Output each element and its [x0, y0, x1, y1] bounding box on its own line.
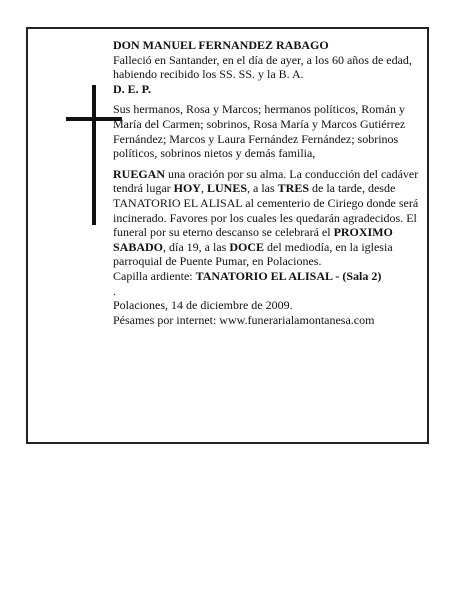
deceased-name: DON MANUEL FERNANDEZ RABAGO	[113, 38, 329, 52]
ruegan-word: RUEGAN	[113, 166, 166, 181]
rip-line: D. E. P.	[113, 81, 151, 96]
lunes-word: LUNES	[206, 181, 247, 196]
hoy-word: HOY	[173, 181, 201, 196]
intro-paragraph: Falleció en Santander, en el día de ayer, a los 60 años de edad, habiendo recibido los SS. SS. y la B. A.	[113, 52, 412, 82]
family-paragraph: Sus hermanos, Rosa y Marcos; hermanos políticos, Román y María del Carmen; sobrinos, Rosa María y Marcos Gutiérrez Fernández; Marcos y Laura Fernández Fernández; sobrinos políticos, sobrinos nietos y demás familia,	[113, 102, 406, 161]
condolences-line: Pésames por internet: www.funerarialamontanesa.com	[113, 312, 375, 327]
capilla-value: TANATORIO EL ALISAL - (Sala 2)	[195, 268, 382, 283]
cross-icon	[92, 85, 96, 225]
tres-word: TRES	[277, 181, 310, 196]
ceremony-paragraph: RUEGAN una oración por su alma. La conducción del cadáver tendrá lugar HOY, LUNES, a las TRES de la tarde, desde TANATORIO EL ALISAL al cementerio de Ciriego donde será incinerado. Favores por los cuales les quedarán agradecidos. El funeral por su eterno descanso se celebrará el PROXIMO SABADO, día 19, a las DOCE del mediodía, en la iglesia parroquial de Puente Pumar, en Polaciones.	[113, 166, 419, 269]
obituary-text	[113, 38, 423, 327]
proximo-sabado-word: PROXIMO SABADO	[113, 225, 393, 254]
date-line: Polaciones, 14 de diciembre de 2009.	[113, 298, 293, 313]
capilla-tail: .	[113, 283, 116, 298]
doce-word: DOCE	[229, 239, 265, 254]
capilla-line: Capilla ardiente: TANATORIO EL ALISAL - (Sala 2)	[113, 268, 382, 283]
